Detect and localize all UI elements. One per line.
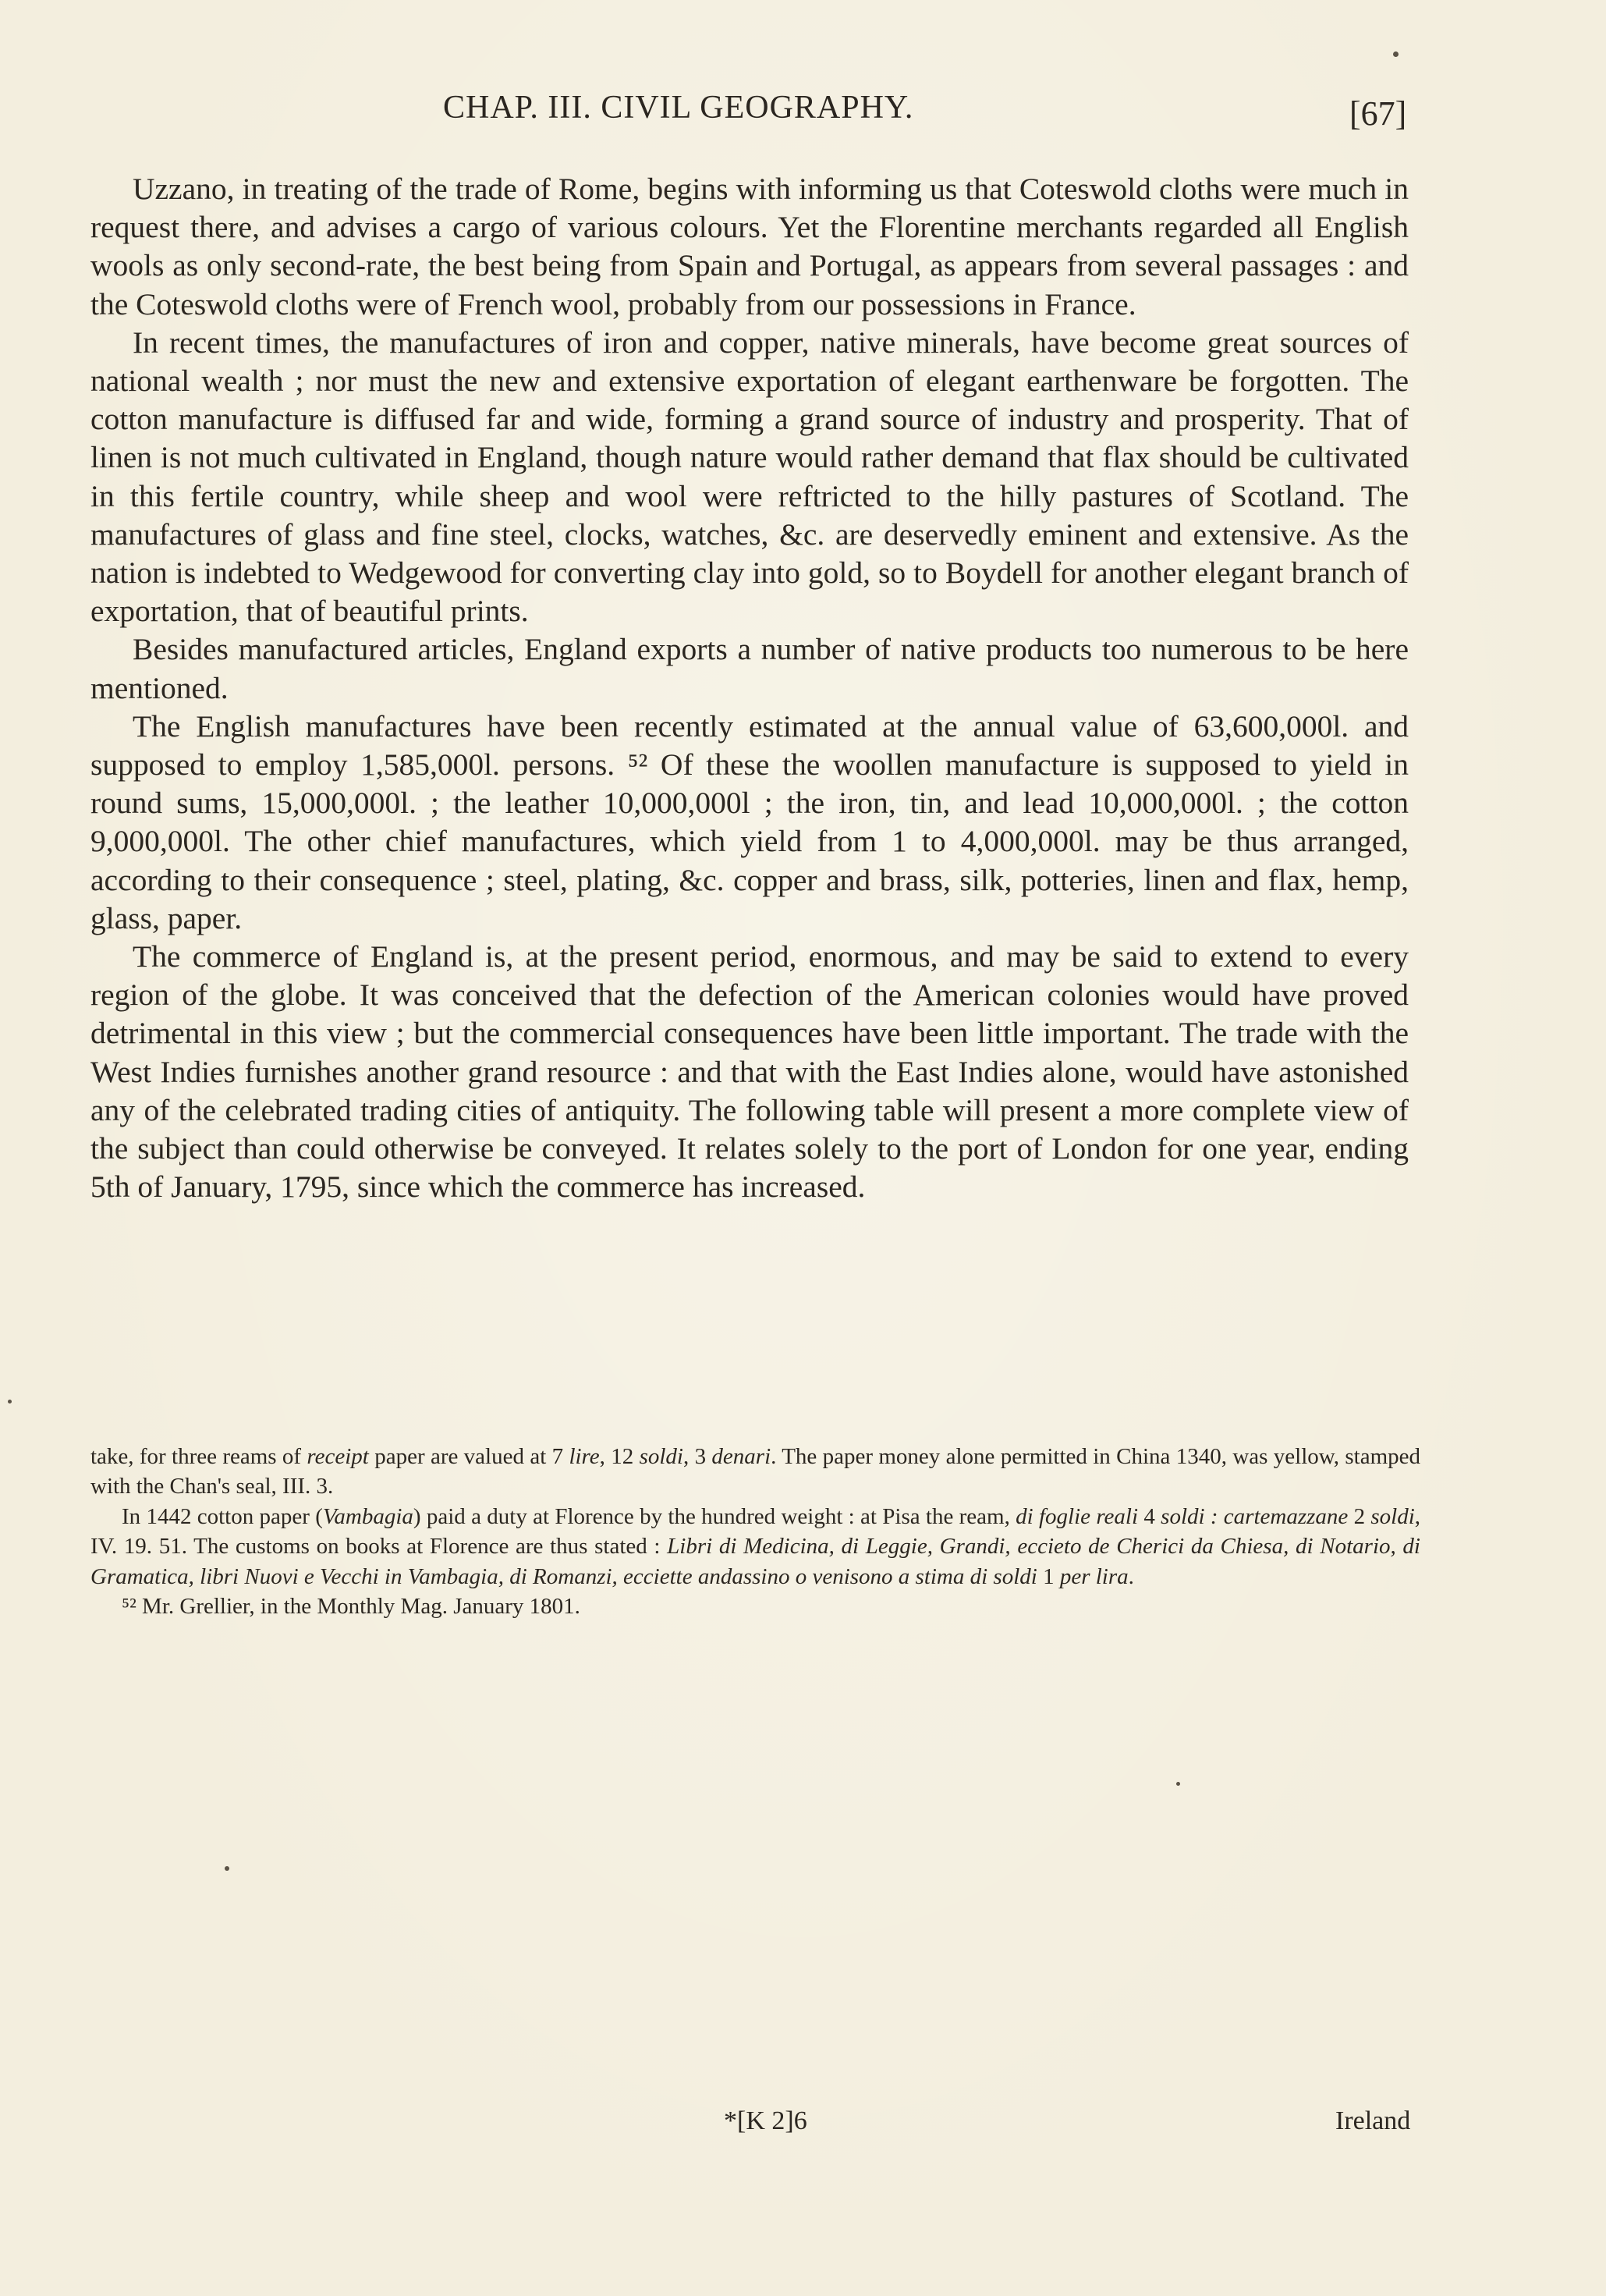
page-number: [67] [1349,94,1407,133]
paragraph-recent-manufactures: In recent times, the manufactures of iron and copper, native minerals, have become great sources of national wealth ; nor must the new and extensive exportation of elegant earthenware be forgotten. The cotton manufacture is diffused far and wide, forming a grand source of industry and prosperity. That of linen is not much cultivated in England, though nature would rather demand that flax should be cultivated in this fertile country, while sheep and wool were reftricted to the hilly pastures of Scotland. The manufactures of glass and fine steel, clocks, watches, &c. are deservedly eminent and extensive. As the nation is indebted to Wedgewood for converting clay into gold, so to Boydell for another elegant branch of exportation, that of beautiful prints. [90,325,1409,629]
running-header [0,84,1606,131]
page-footer [0,2106,1606,2145]
paragraph-manufacture-values: The English manufactures have been recently estimated at the annual value of 63,600,000l. and supposed to employ 1,585,000l. persons. ⁵² Of these the woollen manufacture is supposed to yield in round sums, 15,000,000l. ; the leather 10,000,000l ; the iron, tin, and lead 10,000,000l. ; the cotton 9,000,000l. The other chief manufactures, which yield from 1 to 4,000,000l. may be thus arranged, according to their consequence ; steel, plating, &c. copper and brass, silk, potteries, linen and flax, hemp, glass, paper. [90,708,1409,935]
signature-mark: *[K 2]6 [724,2106,807,2135]
footnotes [90,1442,1420,1621]
paper-speck [8,1400,12,1404]
main-text [90,170,1409,1206]
paper-speck [1176,1782,1180,1786]
paragraph-uzzano: Uzzano, in treating of the trade of Rome, begins with informing us that Coteswold cloths were much in request there, and advises a cargo of various colours. Yet the Florentine merchants regarded all English wools as only second-rate, the best being from Spain and Portugal, as appears from several passages : and the Coteswold cloths were of French wool, probably from our possessions in France. [90,172,1409,321]
paragraph-commerce: The commerce of England is, at the present period, enormous, and may be said to extend to every region of the globe. It was conceived that the defection of the American colonies would have proved detrimental in this view ; but the commercial consequences have been little important. The trade with the West Indies furnishes another grand resource : and that with the East Indies alone, would have astonished any of the celebrated trading cities of antiquity. The following table will present a more complete view of the subject than could otherwise be conveyed. It relates solely to the port of London for one year, ending 5th of January, 1795, since which the commerce has increased. [90,939,1409,1205]
paragraph-native-products: Besides manufactured articles, England exports a number of native products too numerous to be here mentioned. [90,632,1409,705]
footnote-cotton-paper: In 1442 cotton paper (Vambagia) paid a duty at Florence by the hundred weight : at Pisa the ream, di foglie reali 4 soldi : cartemazzane 2 soldi, IV. 19. 51. The customs on books at Florence are thus stated : Libri di Medicina, di Leggie, Grandi, eccieto de Cherici da Chiesa, di Notario, di Gramatica, libri Nuovi e Vecchi in Vambagia, di Romanzi, ecciette andassino o venisono a stima di soldi 1 per lira. [90,1503,1421,1589]
paper-speck [1393,51,1399,57]
catchword: Ireland [1335,2106,1411,2135]
footnote-52: ⁵² Mr. Grellier, in the Monthly Mag. January 1801. [122,1594,580,1620]
paper-speck [225,1866,229,1871]
footnote-continued: take, for three reams of receipt paper are valued at 7 lire, 12 soldi, 3 denari. The paper money alone permitted in China 1340, was yellow, stamped with the Chan's seal, III. 3. [90,1444,1421,1499]
chapter-title: CHAP. III. CIVIL GEOGRAPHY. [443,90,914,126]
